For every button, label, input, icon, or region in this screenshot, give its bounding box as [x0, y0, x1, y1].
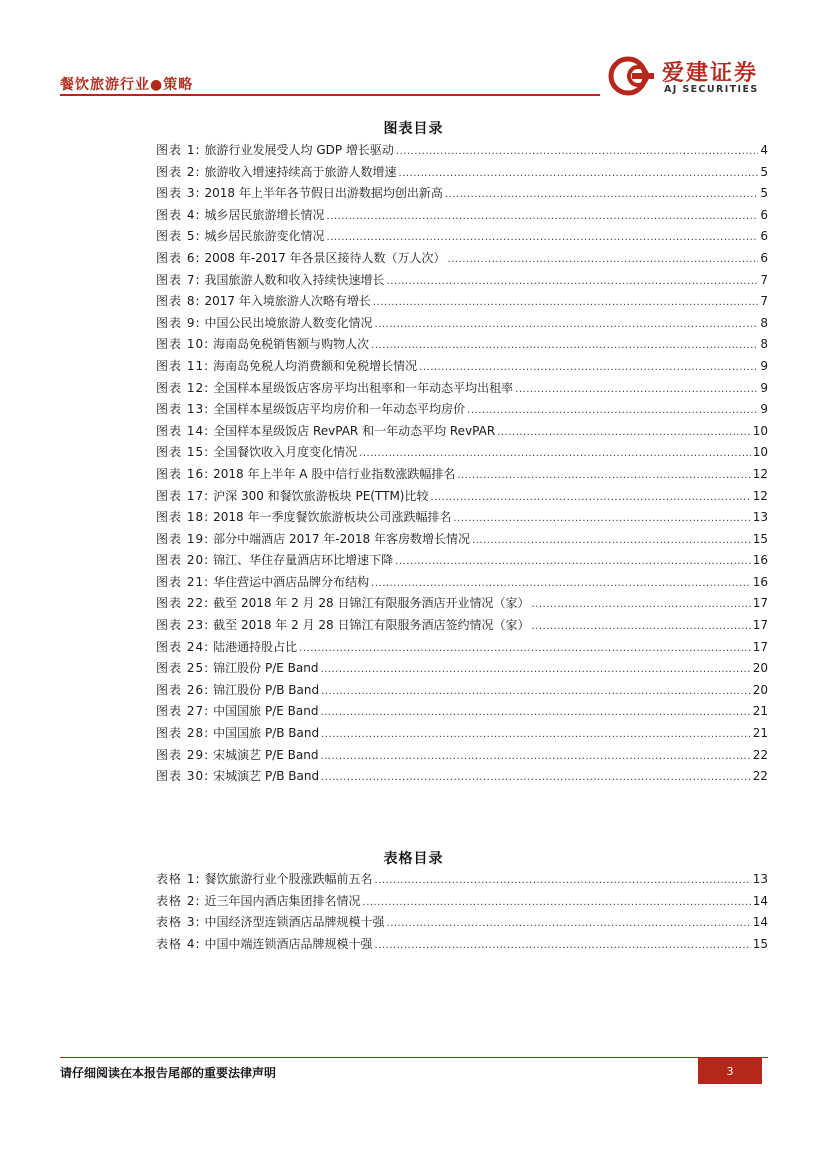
toc-entry-text: 近三年国内酒店集团排名情况 — [204, 893, 361, 908]
toc-leader-dots — [375, 937, 751, 951]
toc-entry-text: 华住营运中酒店品牌分布结构 — [213, 574, 370, 589]
toc-entry-text: 锦江股份 P/B Band — [213, 682, 320, 697]
toc-entry-label: 图表 27: — [156, 704, 210, 719]
toc-leader-dots — [419, 359, 758, 373]
toc-entry-label: 图表 18: — [156, 510, 210, 525]
toc-leader-dots — [515, 381, 758, 395]
toc-leader-dots — [395, 553, 751, 567]
toc-entry[interactable] — [156, 551, 768, 573]
toc-entry-page: 10 — [752, 423, 768, 438]
toc-entry[interactable] — [156, 508, 768, 530]
toc-entry-text: 2018 年上半年各节假日出游数据均创出新高 — [204, 186, 443, 201]
toc-entry-page: 10 — [752, 445, 768, 460]
toc-leader-dots — [467, 402, 758, 416]
toc-leader-dots — [299, 640, 751, 654]
toc-leader-dots — [321, 726, 751, 740]
toc-entry-label: 图表 10: — [156, 337, 210, 352]
toc-entry-text: 全国样本星级饭店客房平均出租率和一年动态平均出租率 — [213, 380, 514, 395]
toc-entry-page: 9 — [760, 358, 768, 373]
toc-entry[interactable] — [156, 746, 768, 768]
toc-leader-dots — [445, 186, 759, 200]
toc-entry-label: 图表 6: — [156, 250, 201, 265]
toc-entry-text: 宋城演艺 P/E Band — [213, 747, 319, 762]
toc-leader-dots — [457, 467, 750, 481]
toc-entry-label: 图表 11: — [156, 358, 210, 373]
toc-entry-page: 20 — [752, 661, 768, 676]
company-logo — [608, 54, 768, 98]
toc-entry-label: 图表 13: — [156, 402, 210, 417]
toc-entry-text: 2008 年-2017 年各景区接待人数（万人次） — [204, 250, 446, 265]
toc-entry-page: 12 — [752, 466, 768, 481]
toc-entry-label: 图表 17: — [156, 488, 210, 503]
toc-entry[interactable] — [156, 335, 768, 357]
toc-entry[interactable] — [156, 594, 768, 616]
toc-entry-text: 锦江股份 P/E Band — [213, 661, 319, 676]
toc-entry-page: 16 — [752, 574, 768, 589]
toc-entry-page: 14 — [752, 893, 768, 908]
tables-toc-list — [156, 870, 768, 956]
toc-entry-page: 22 — [752, 747, 768, 762]
logo-chinese-name: 爱建证券 — [662, 60, 759, 86]
toc-leader-dots — [454, 510, 751, 524]
toc-entry-text: 中国公民出境旅游人数变化情况 — [204, 315, 373, 330]
toc-entry-text: 城乡居民旅游变化情况 — [204, 229, 325, 244]
toc-entry[interactable] — [156, 443, 768, 465]
toc-entry-text: 中国经济型连锁酒店品牌规模十强 — [204, 915, 385, 930]
footer-divider — [60, 1057, 768, 1058]
toc-leader-dots — [396, 143, 758, 157]
toc-entry-page: 6 — [760, 229, 768, 244]
toc-entry[interactable] — [156, 249, 768, 271]
toc-entry[interactable] — [156, 913, 768, 935]
toc-entry-label: 图表 5: — [156, 229, 201, 244]
toc-entry-page: 21 — [752, 704, 768, 719]
toc-entry-text: 城乡居民旅游增长情况 — [204, 207, 325, 222]
toc-entry[interactable] — [156, 487, 768, 509]
toc-entry-page: 21 — [752, 726, 768, 741]
toc-entry-page: 4 — [760, 143, 768, 157]
toc-entry-page: 15 — [752, 936, 768, 951]
toc-entry-label: 图表 9: — [156, 315, 201, 330]
toc-entry[interactable] — [156, 271, 768, 293]
toc-entry-text: 部分中端酒店 2017 年-2018 年客房数增长情况 — [213, 531, 470, 546]
toc-leader-dots — [321, 683, 751, 697]
toc-entry[interactable] — [156, 141, 768, 163]
toc-leader-dots — [531, 618, 750, 632]
toc-entry[interactable] — [156, 892, 768, 914]
toc-leader-dots — [359, 445, 751, 459]
toc-entry-label: 图表 15: — [156, 445, 210, 460]
figures-toc-list — [156, 141, 768, 789]
toc-entry-text: 沪深 300 和餐饮旅游板块 PE(TTM)比较 — [213, 488, 429, 503]
toc-entry-page: 8 — [760, 315, 768, 330]
toc-entry-page: 13 — [752, 510, 768, 525]
toc-entry-text: 旅游行业发展受人均 GDP 增长驱动 — [204, 143, 394, 157]
toc-entry-page: 20 — [752, 682, 768, 697]
toc-entry-page: 15 — [752, 531, 768, 546]
toc-leader-dots — [327, 208, 759, 222]
toc-leader-dots — [320, 661, 750, 675]
toc-leader-dots — [430, 489, 750, 503]
figures-toc-title: 图表目录 — [383, 121, 444, 137]
toc-entry[interactable] — [156, 935, 768, 957]
toc-entry-page: 9 — [760, 380, 768, 395]
toc-entry[interactable] — [156, 400, 768, 422]
toc-entry-text: 中国国旅 P/E Band — [213, 704, 319, 719]
toc-entry[interactable] — [156, 357, 768, 379]
toc-entry-page: 22 — [752, 769, 768, 784]
toc-entry-page: 17 — [752, 596, 768, 611]
toc-entry[interactable] — [156, 573, 768, 595]
header-divider — [60, 94, 600, 96]
toc-entry-text: 全国样本星级饭店平均房价和一年动态平均房价 — [213, 402, 466, 417]
toc-entry-label: 图表 4: — [156, 207, 201, 222]
toc-entry[interactable] — [156, 184, 768, 206]
toc-entry[interactable] — [156, 767, 768, 789]
toc-entry[interactable] — [156, 379, 768, 401]
toc-entry-label: 图表 8: — [156, 294, 201, 309]
toc-entry[interactable] — [156, 870, 768, 892]
toc-leader-dots — [375, 316, 759, 330]
toc-entry-text: 2018 年上半年 A 股中信行业指数涨跌幅排名 — [213, 466, 456, 481]
toc-leader-dots — [399, 165, 759, 179]
toc-entry-text: 中国国旅 P/B Band — [213, 726, 320, 741]
toc-entry[interactable] — [156, 702, 768, 724]
toc-entry-label: 图表 12: — [156, 380, 210, 395]
toc-entry[interactable] — [156, 638, 768, 660]
toc-leader-dots — [472, 532, 751, 546]
toc-leader-dots — [320, 704, 750, 718]
toc-entry-page: 5 — [760, 164, 768, 179]
toc-entry-text: 旅游收入增速持续高于旅游人数增速 — [204, 164, 397, 179]
toc-entry-text: 餐饮旅游行业个股涨跌幅前五名 — [204, 872, 373, 886]
toc-entry[interactable] — [156, 422, 768, 444]
toc-entry-label: 图表 29: — [156, 747, 210, 762]
toc-entry-label: 表格 1: — [156, 872, 201, 886]
toc-leader-dots — [375, 872, 751, 886]
toc-entry[interactable] — [156, 681, 768, 703]
toc-entry-page: 7 — [760, 272, 768, 287]
toc-entry-page: 12 — [752, 488, 768, 503]
toc-entry-page: 6 — [760, 250, 768, 265]
page-number: 3 — [698, 1058, 762, 1084]
toc-entry-label: 表格 3: — [156, 915, 201, 930]
toc-entry-label: 图表 25: — [156, 661, 210, 676]
toc-leader-dots — [363, 894, 751, 908]
toc-entry-label: 图表 7: — [156, 272, 201, 287]
toc-entry-page: 17 — [752, 618, 768, 633]
toc-leader-dots — [321, 769, 751, 783]
toc-entry-page: 13 — [752, 872, 768, 886]
toc-leader-dots — [531, 596, 750, 610]
toc-entry-page: 16 — [752, 553, 768, 568]
toc-entry-label: 图表 21: — [156, 574, 210, 589]
toc-leader-dots — [448, 251, 759, 265]
tables-toc-title: 表格目录 — [383, 851, 444, 867]
toc-entry-text: 截至 2018 年 2 月 28 日锦江有限服务酒店开业情况（家） — [213, 596, 530, 611]
toc-entry[interactable] — [156, 530, 768, 552]
toc-entry-label: 图表 26: — [156, 682, 210, 697]
toc-leader-dots — [371, 337, 758, 351]
toc-entry-label: 图表 16: — [156, 466, 210, 481]
toc-leader-dots — [371, 575, 751, 589]
toc-entry-page: 14 — [752, 915, 768, 930]
toc-leader-dots — [387, 915, 751, 929]
toc-entry-page: 9 — [760, 402, 768, 417]
toc-entry-label: 图表 22: — [156, 596, 210, 611]
toc-entry-label: 图表 28: — [156, 726, 210, 741]
toc-entry[interactable] — [156, 724, 768, 746]
toc-entry-page: 7 — [760, 294, 768, 309]
header-title: 餐饮旅游行业●策略 — [60, 77, 194, 93]
toc-entry-text: 海南岛免税销售额与购物人次 — [213, 337, 370, 352]
toc-entry[interactable] — [156, 292, 768, 314]
toc-entry-text: 2017 年入境旅游人次略有增长 — [204, 294, 371, 309]
toc-entry-page: 8 — [760, 337, 768, 352]
toc-entry-label: 图表 23: — [156, 618, 210, 633]
toc-entry-text: 陆港通持股占比 — [213, 639, 298, 654]
toc-entry-label: 图表 14: — [156, 423, 210, 438]
toc-entry-text: 全国样本星级饭店 RevPAR 和一年动态平均 RevPAR — [213, 423, 496, 438]
toc-entry[interactable] — [156, 616, 768, 638]
toc-entry-label: 图表 24: — [156, 639, 210, 654]
logo-english-name: AJ SECURITIES — [664, 84, 759, 95]
toc-entry-text: 中国中端连锁酒店品牌规模十强 — [204, 936, 373, 951]
toc-entry-text: 宋城演艺 P/B Band — [213, 769, 320, 784]
toc-leader-dots — [373, 294, 759, 308]
toc-entry-text: 我国旅游人数和收入持续快速增长 — [204, 272, 385, 287]
aj-logo-icon — [608, 56, 656, 96]
toc-entry-text: 锦江、华住存量酒店环比增速下降 — [213, 553, 394, 568]
toc-entry[interactable] — [156, 206, 768, 228]
toc-entry[interactable] — [156, 227, 768, 249]
toc-entry-text: 海南岛免税人均消费额和免税增长情况 — [213, 358, 418, 373]
toc-entry-label: 表格 4: — [156, 936, 201, 951]
toc-entry-label: 图表 2: — [156, 164, 201, 179]
toc-leader-dots — [327, 229, 759, 243]
toc-entry-label: 图表 19: — [156, 531, 210, 546]
toc-entry-label: 图表 3: — [156, 186, 201, 201]
toc-entry-page: 17 — [752, 639, 768, 654]
toc-entry-text: 2018 年一季度餐饮旅游板块公司涨跌幅排名 — [213, 510, 452, 525]
toc-entry-label: 表格 2: — [156, 893, 201, 908]
toc-entry-text: 截至 2018 年 2 月 28 日锦江有限服务酒店签约情况（家） — [213, 618, 530, 633]
toc-entry-page: 5 — [760, 186, 768, 201]
toc-entry-page: 6 — [760, 207, 768, 222]
toc-entry[interactable] — [156, 314, 768, 336]
toc-leader-dots — [387, 273, 759, 287]
toc-entry[interactable] — [156, 163, 768, 185]
toc-entry[interactable] — [156, 659, 768, 681]
toc-leader-dots — [320, 748, 750, 762]
footer-disclaimer: 请仔细阅读在本报告尾部的重要法律声明 — [60, 1066, 277, 1080]
toc-leader-dots — [497, 424, 751, 438]
toc-entry-label: 图表 30: — [156, 769, 210, 784]
toc-entry-label: 图表 20: — [156, 553, 210, 568]
toc-entry-label: 图表 1: — [156, 143, 201, 157]
toc-entry-text: 全国餐饮收入月度变化情况 — [213, 445, 358, 460]
toc-entry[interactable] — [156, 465, 768, 487]
